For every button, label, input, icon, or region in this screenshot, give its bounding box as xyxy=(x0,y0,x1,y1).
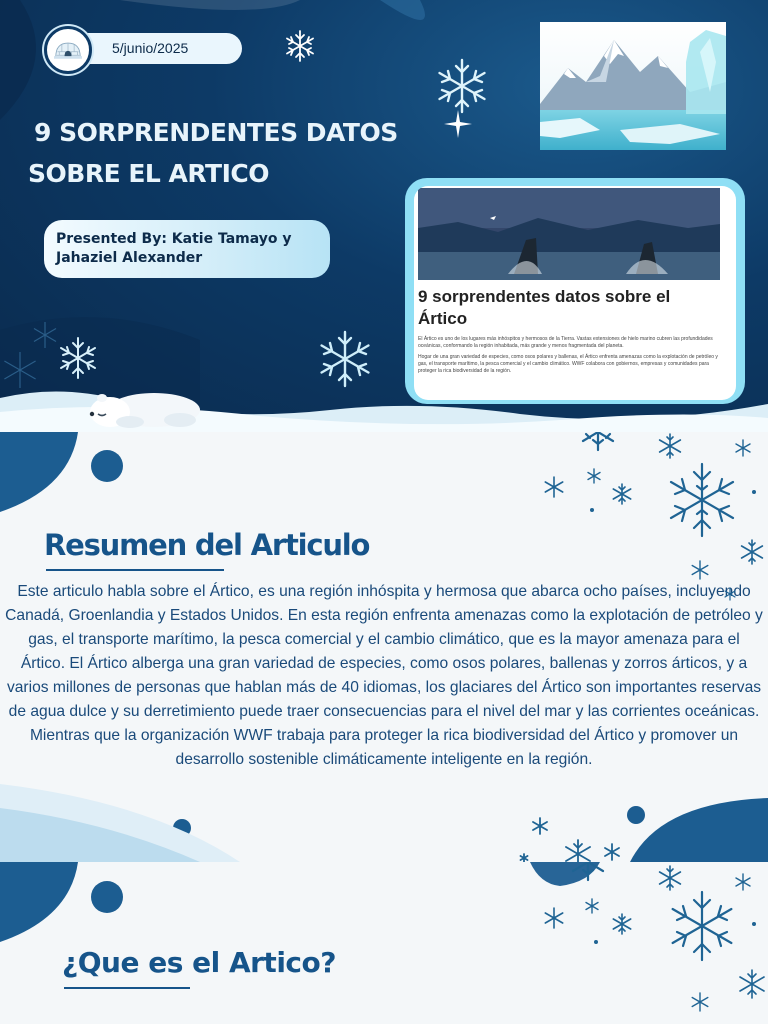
snowflake-icon xyxy=(314,328,376,390)
snowflake-cluster xyxy=(540,862,768,1024)
what-is-arctic-underline xyxy=(64,987,190,989)
presenter-line-1: Presented By: Katie Tamayo y xyxy=(56,231,292,247)
igloo-icon xyxy=(44,26,92,74)
snowflake-icon xyxy=(432,56,492,116)
what-is-arctic-section xyxy=(0,862,768,1024)
article-preview-card[interactable] xyxy=(414,186,736,400)
presenter-box xyxy=(44,220,330,278)
snowflake-icon xyxy=(54,334,102,382)
snowflake-cluster xyxy=(540,432,768,632)
summary-title: Resumen del Articulo xyxy=(44,528,370,562)
snowflake-icon xyxy=(282,28,318,64)
snowflake-cluster xyxy=(518,814,628,862)
date-badge: 5/junio/2025 xyxy=(44,33,242,64)
summary-section xyxy=(0,432,768,862)
article-card-paragraph-1: El Ártico es uno de los lugares más inhóspitos y hermosos de la Tierra. Vastas extensiones de hielo marino cubren las profundidades oceánicas, conformando la región inhabitada, más grande y menos fragmentada del planeta. xyxy=(418,336,713,349)
whale-photo xyxy=(418,188,720,280)
title-line-1: 9 SORPRENDENTES DATOS xyxy=(34,118,398,147)
summary-body: Este articulo habla sobre el Ártico, es una región inhóspita y hermosa que abarca ocho países, incluyendo Canadá, Groenlandia y Estados Unidos. En esta región enfrenta amenazas como la explotación de petróleo y gas, el transporte marítimo, la pesca comercial y el cambio climático, que es la mayor amenaza para el Ártico. El Ártico alberga una gran variedad de especies, como osos polares, ballenas y zorros árticos, y a varios millones de personas que hablan más de 40 idiomas, los glaciares del Ártico son importantes reservas de agua dulce y su derretimiento puede traer consecuencias para el nivel del mar y las corrientes oceánicas. Mientras que la organización WWF trabaja para proteger la rica biodiversidad del Ártico y promover un desarrollo sostenible climáticamente inteligente en la región. xyxy=(5,583,763,768)
polar-bear-illustration xyxy=(80,378,210,430)
what-is-arctic-title: ¿Que es el Artico? xyxy=(62,946,336,979)
article-card-title: 9 sorprendentes datos sobre el Ártico xyxy=(418,287,671,328)
title-line-2: SOBRE EL ARTICO xyxy=(28,159,269,188)
glacier-image xyxy=(540,22,726,150)
sparkle-icon xyxy=(444,110,472,138)
presenter-line-2: Jahaziel Alexander xyxy=(56,250,203,266)
page-title xyxy=(28,112,428,194)
summary-title-underline xyxy=(46,569,224,571)
snowflake-icon xyxy=(0,350,40,390)
article-card-paragraph-2: Hogar de una gran variedad de especies, como osos polares y ballenas, el Ártico enfrenta amenazas como la explotación de petróleo y gas, el transporte marítimo, la pesca comercial y el cambio climático. WWF colabora con gobiernos, empresas y comunidades para proteger la rica biodiversidad de la región. xyxy=(418,354,718,374)
snowflake-icon xyxy=(30,320,60,350)
hero-section xyxy=(0,0,768,432)
